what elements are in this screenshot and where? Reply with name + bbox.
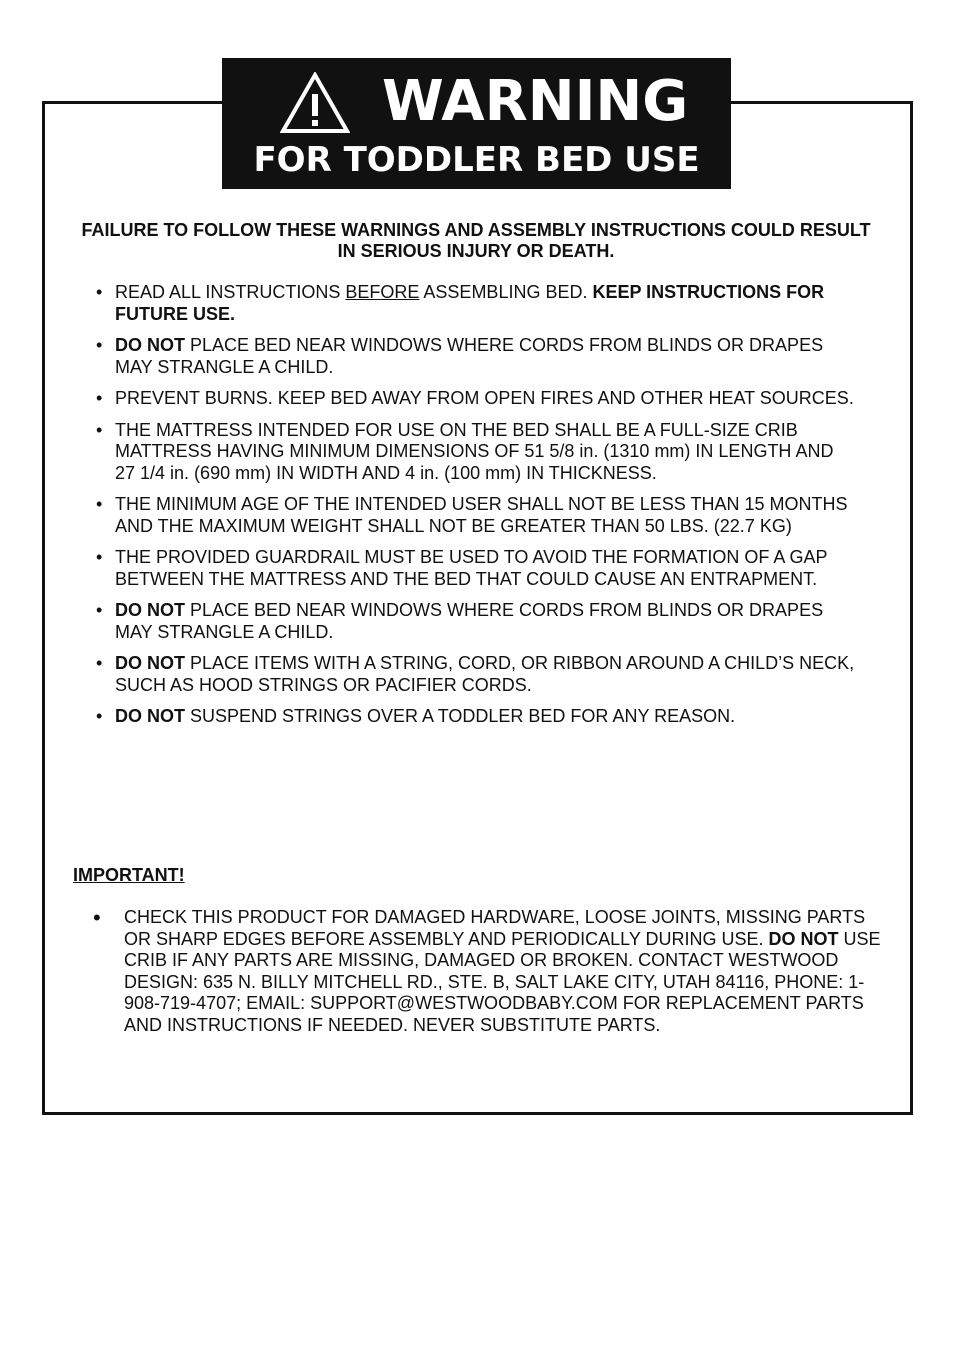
emphasis-underline: BEFORE	[345, 282, 420, 302]
important-heading: IMPORTANT!	[73, 865, 185, 885]
warning-item: • THE MINIMUM AGE OF THE INTENDED USER SHALL NOT BE LESS THAN 15 MONTHS AND THE MAXIMUM WEIGHT SHALL NOT BE GREATER THAN 50 LBS. (22.7 KG)	[96, 494, 848, 536]
emphasis-bold: KEEP INSTRUCTIONS FOR FUTURE USE.	[115, 282, 825, 324]
warning-item: • READ ALL INSTRUCTIONS BEFORE ASSEMBLING BED. KEEP INSTRUCTIONS FOR FUTURE USE.	[96, 282, 825, 324]
bullet-icon: •	[96, 653, 103, 673]
banner-title: WARNING	[382, 69, 689, 134]
do-not-label: DO NOT	[115, 653, 185, 673]
warning-banner	[222, 58, 731, 189]
important-paragraph: CHECK THIS PRODUCT FOR DAMAGED HARDWARE, LOOSE JOINTS, MISSING PARTS OR SHARP EDGES BEFORE ASSEMBLY AND PERIODICALLY DURING USE. DO NOT USE CRIB IF ANY PARTS ARE MISSING, DAMAGED OR BROKEN. CONTACT WESTWOOD DESIGN: 635 N. BILLY MITCHELL RD., STE. B, SALT LAKE CITY, UTAH 84116, PHONE: 1-908-719-4707; EMAIL: SUPPORT@WESTWOODBABY.COM FOR REPLACEMENT PARTS AND INSTRUCTIONS IF NEEDED. NEVER SUBSTITUTE PARTS.	[124, 907, 881, 1035]
warnings-list	[96, 282, 856, 738]
warning-item: • THE PROVIDED GUARDRAIL MUST BE USED TO AVOID THE FORMATION OF A GAP BETWEEN THE MATTRESS AND THE BED THAT COULD CAUSE AN ENTRAPMENT.	[96, 547, 828, 589]
warning-item: • DO NOT SUSPEND STRINGS OVER A TODDLER BED FOR ANY REASON.	[96, 706, 736, 726]
bullet-icon: •	[96, 335, 103, 355]
do-not-label: DO NOT	[768, 928, 839, 949]
warning-triangle-icon	[280, 72, 350, 134]
warning-item: • DO NOT PLACE BED NEAR WINDOWS WHERE CORDS FROM BLINDS OR DRAPES MAY STRANGLE A CHILD.	[96, 335, 824, 377]
bullet-icon: •	[96, 282, 103, 302]
do-not-label: DO NOT	[115, 600, 185, 620]
bullet-icon: •	[96, 419, 103, 440]
bullet-icon: •	[96, 547, 103, 567]
warning-item: • PREVENT BURNS. KEEP BED AWAY FROM OPEN FIRES AND OTHER HEAT SOURCES.	[96, 388, 854, 408]
warning-item: • DO NOT PLACE BED NEAR WINDOWS WHERE CORDS FROM BLINDS OR DRAPES MAY STRANGLE A CHILD.	[96, 600, 824, 642]
bullet-icon: •	[96, 706, 103, 726]
do-not-label: DO NOT	[115, 335, 185, 355]
warning-headline: FAILURE TO FOLLOW THESE WARNINGS AND ASSEMBLY INSTRUCTIONS COULD RESULT IN SERIOUS INJURY OR DEATH.	[81, 220, 871, 261]
warning-item: • THE MATTRESS INTENDED FOR USE ON THE BED SHALL BE A FULL-SIZE CRIB MATTRESS HAVING MINIMUM DIMENSIONS OF 51 5/8 in. (1310 mm) IN LENGTH AND 27 1/4 in. (690 mm) IN WIDTH AND 4 in. (100 mm) IN THICKNESS.	[96, 419, 834, 483]
do-not-label: DO NOT	[115, 706, 185, 726]
warning-item: • DO NOT PLACE ITEMS WITH A STRING, CORD, OR RIBBON AROUND A CHILD’S NECK, SUCH AS HOOD STRINGS OR PACIFIER CORDS.	[96, 653, 855, 695]
bullet-icon: •	[96, 388, 103, 408]
bullet-icon: •	[93, 905, 101, 930]
bullet-icon: •	[96, 494, 103, 514]
bullet-icon: •	[96, 600, 103, 620]
banner-subtitle: FOR TODDLER BED USE	[253, 140, 700, 180]
banner-title-row	[222, 66, 731, 136]
